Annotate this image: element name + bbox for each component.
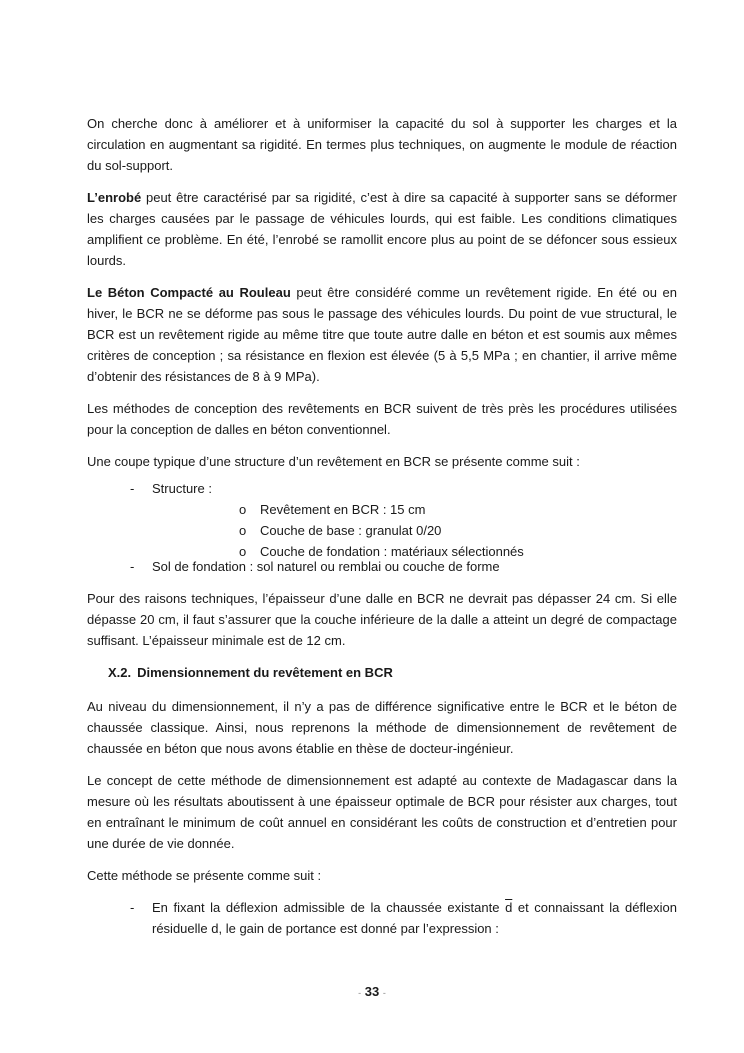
term-enrobe: L’enrobé (87, 190, 142, 205)
layer-fondation: Couche de fondation : matériaux sélectionnés (260, 544, 524, 556)
dash-bullet: - (130, 559, 135, 574)
paragraph-enrobe (87, 187, 677, 271)
paragraph-coupe-typique: Une coupe typique d’une structure d’un revêtement en BCR se présente comme suit : (87, 454, 580, 469)
dash-bullet: - (130, 900, 135, 915)
footer-tick-right: - (382, 988, 386, 998)
circle-bullet: o (239, 523, 247, 538)
method-item (87, 897, 677, 939)
layer-list (152, 499, 677, 556)
structure-label: Structure : (152, 481, 212, 496)
paragraph-dimensionnement: Au niveau du dimensionnement, il n’y a pas de différence significative entre le BCR et le béton de chaussée classique. Ainsi, nous reprenons la méthode de dimensionnement de revêtement de chaussée en béton que nous avons établie en thèse de docteur-ingénieur. (87, 699, 677, 756)
layer-item (152, 499, 677, 520)
section-heading (87, 662, 677, 683)
layer-revetement: Revêtement en BCR : 15 cm (260, 502, 426, 517)
sol-fondation-item (87, 556, 677, 577)
paragraph-enrobe-text: peut être caractérisé par sa rigidité, c’est à dire sa capacité à supporter sans se déformer les charges causées par le passage de véhicules lourds, qui est faible. Les conditions climatiques amplifient ce problème. En été, l’enrobé se ramollit encore plus au point de se défoncer sous essieux lourds. (87, 190, 677, 268)
paragraph-bcr (87, 282, 677, 387)
section-title: Dimensionnement du revêtement en BCR (137, 665, 393, 680)
paragraph-sol-support: On cherche donc à améliorer et à uniformiser la capacité du sol à supporter les charges et la circulation en augmentant sa rigidité. En termes plus techniques, on augmente le module de réaction du sol-support. (87, 116, 677, 173)
circle-bullet: o (239, 502, 247, 517)
paragraph-bcr-text: peut être considéré comme un revêtement rigide. En été ou en hiver, le BCR ne se déforme pas sous le passage des véhicules lourds. Du point de vue structural, le BCR est un revêtement rigide au même titre que toute autre dalle en béton et est soumis aux mêmes critères de conception ; sa résistance en flexion est élevée (5 à 5,5 MPa ; en chantier, il arrive même d’obtenir des résistances de 8 à 9 MPa). (87, 285, 677, 384)
paragraph-concept-methode: Le concept de cette méthode de dimensionnement est adapté au contexte de Madagascar dans la mesure où les résultats aboutissent à une épaisseur optimale de BCR pour résister aux charges, tout en entraînant le minimum de coût annuel en considérant les coûts de construction et d’entretien pour une durée de vie donnée. (87, 773, 677, 851)
method-text-before: En fixant la déflexion admissible de la chaussée existante (152, 900, 506, 915)
page-number: 33 (364, 984, 380, 999)
section-number: X.2. (108, 665, 132, 680)
paragraph-methode-intro: Cette méthode se présente comme suit : (87, 868, 322, 883)
method-text-after: et connaissant la déflexion résiduelle d, le gain de portance est donné par l’expression : (152, 900, 678, 936)
page-footer (0, 981, 744, 1004)
footer-tick-left: - (358, 988, 362, 998)
deflexion-symbol: $\overline{d}$ (505, 900, 513, 915)
term-bcr: Le Béton Compacté au Rouleau (87, 285, 291, 300)
page-content (87, 113, 677, 950)
circle-bullet: o (239, 544, 247, 556)
method-list (87, 897, 677, 939)
layer-item (152, 520, 677, 541)
structure-list (87, 478, 677, 577)
structure-item (87, 478, 677, 556)
paragraph-methodes-conception: Les méthodes de conception des revêtements en BCR suivent de très près les procédures utilisées pour la conception de dalles en béton conventionnel. (87, 401, 677, 437)
paragraph-epaisseur: Pour des raisons techniques, l’épaisseur d’une dalle en BCR ne devrait pas dépasser 24 cm. Si elle dépasse 20 cm, il faut s’assurer que la couche inférieure de la dalle a atteint un degré de compactage suffisant. L’épaisseur minimale est de 12 cm. (87, 591, 677, 648)
sol-fondation-text: Sol de fondation : sol naturel ou remblai ou couche de forme (152, 559, 500, 574)
layer-item (152, 541, 677, 556)
dash-bullet: - (130, 481, 135, 496)
layer-base: Couche de base : granulat 0/20 (260, 523, 442, 538)
